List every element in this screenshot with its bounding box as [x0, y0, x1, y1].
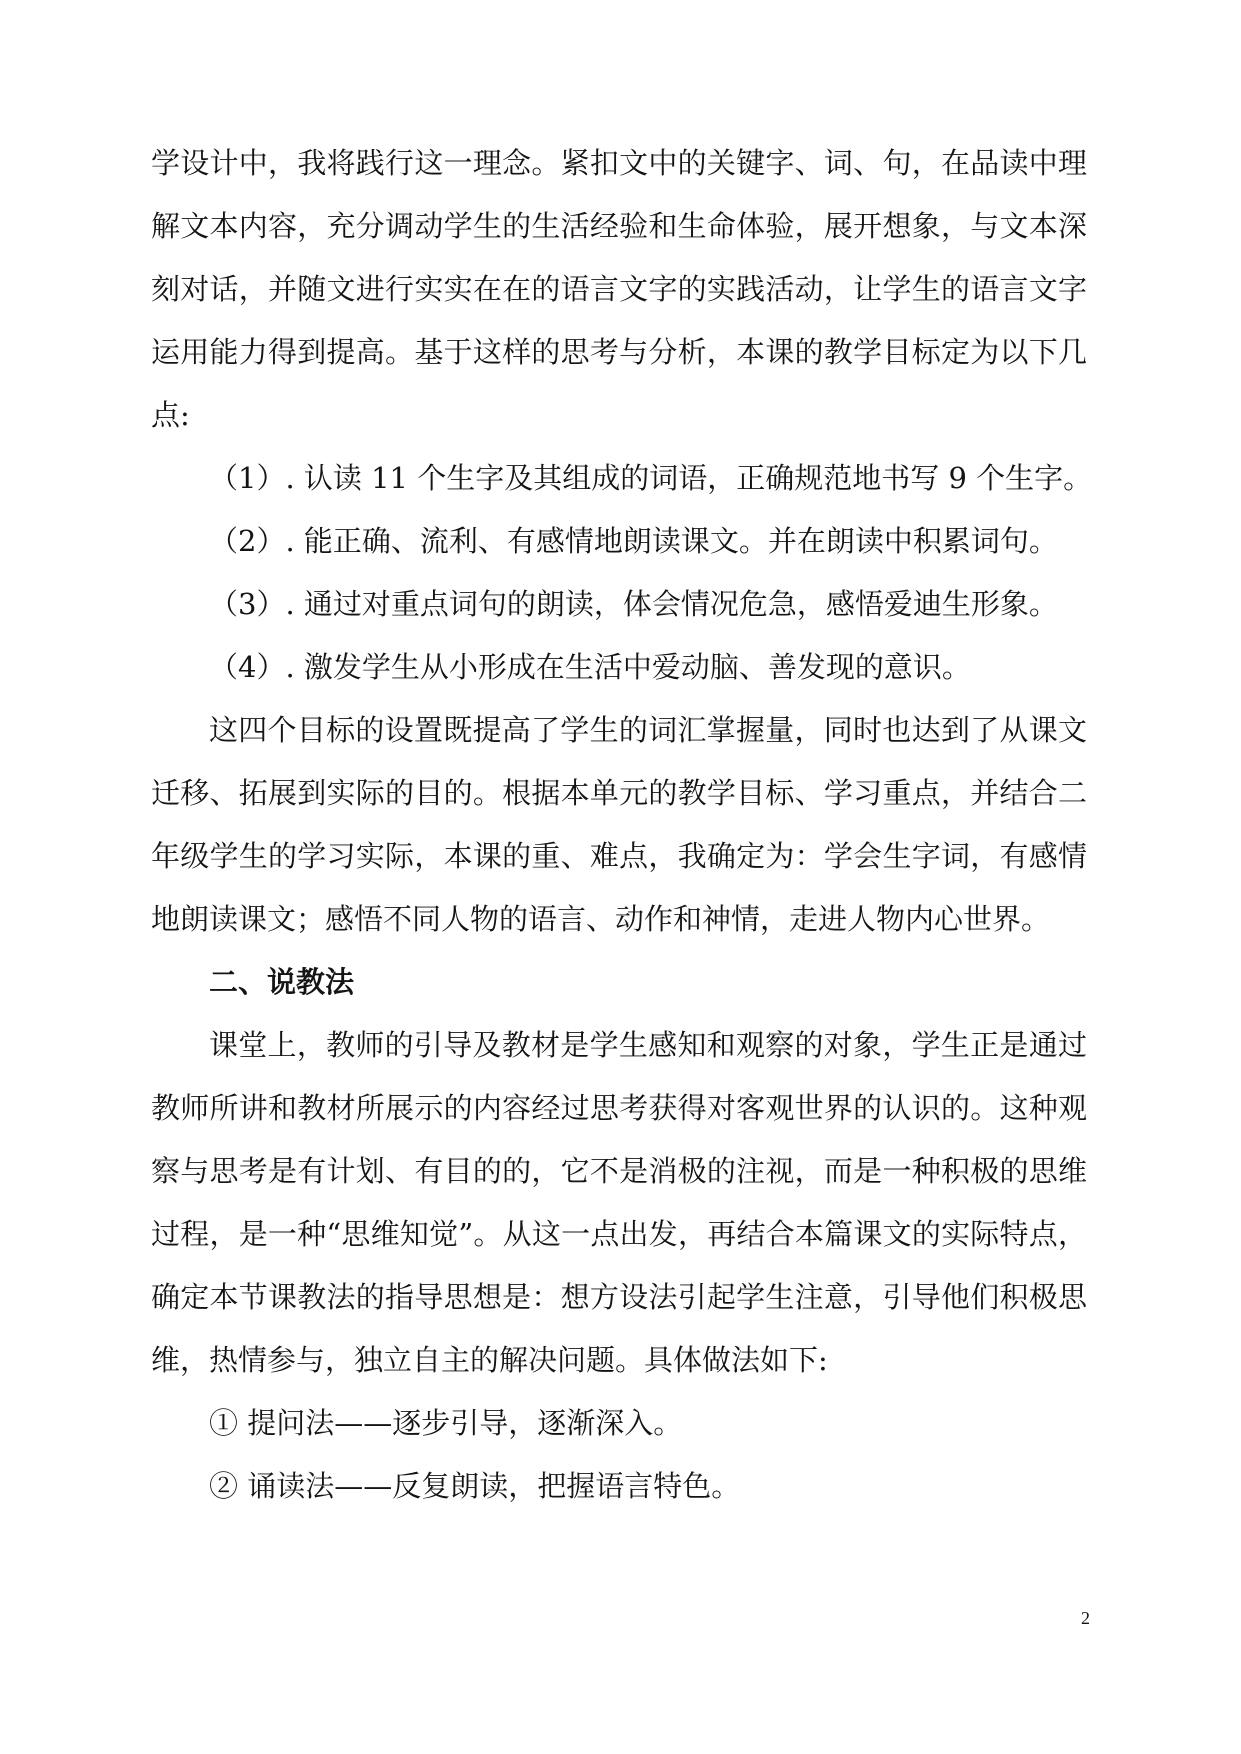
intro-line-1: 学设计中，我将践行这一理念。紧扣文中的关键字、词、句，在品读中理	[151, 146, 1087, 180]
intro-line-5: 点:	[151, 398, 190, 432]
methods-line-5: 确定本节课教法的指导思想是：想方设法引起学生注意，引导他们积极思	[151, 1280, 1087, 1314]
methods-line-1: 课堂上，教师的引导及教材是学生感知和观察的对象，学生正是通过	[209, 1028, 1087, 1062]
objective-item-1: （1）. 认读 11 个生字及其组成的词语，正确规范地书写 9 个生字。	[209, 461, 1093, 495]
methods-line-2: 教师所讲和教材所展示的内容经过思考获得对客观世界的认识的。这种观	[151, 1091, 1087, 1125]
methods-line-3: 察与思考是有计划、有目的的，它不是消极的注视，而是一种积极的思维	[151, 1154, 1087, 1188]
method-item-2: ② 诵读法——反复朗读，把握语言特色。	[209, 1469, 741, 1503]
section-heading: 二、说教法	[209, 965, 355, 999]
page-number: 2	[1081, 1608, 1090, 1628]
methods-line-6: 维，热情参与，独立自主的解决问题。具体做法如下:	[151, 1343, 828, 1377]
summary-line-2: 迁移、拓展到实际的目的。根据本单元的教学目标、学习重点，并结合二	[151, 776, 1087, 810]
summary-line-1: 这四个目标的设置既提高了学生的词汇掌握量，同时也达到了从课文	[209, 713, 1087, 747]
summary-line-4: 地朗读课文；感悟不同人物的语言、动作和神情，走进人物内心世界。	[151, 902, 1051, 936]
intro-line-2: 解文本内容，充分调动学生的生活经验和生命体验，展开想象，与文本深	[151, 209, 1087, 243]
summary-line-3: 年级学生的学习实际，本课的重、难点，我确定为：学会生字词，有感情	[151, 839, 1087, 873]
objective-item-2: （2）. 能正确、流利、有感情地朗读课文。并在朗读中积累词句。	[209, 524, 1058, 558]
intro-line-3: 刻对话，并随文进行实实在在的语言文字的实践活动，让学生的语言文字	[151, 272, 1087, 306]
objective-item-3: （3）. 通过对重点词句的朗读，体会情况危急，感悟爱迪生形象。	[209, 587, 1058, 621]
intro-line-4: 运用能力得到提高。基于这样的思考与分析，本课的教学目标定为以下几	[151, 335, 1087, 369]
objective-item-4: （4）. 激发学生从小形成在生活中爱动脑、善发现的意识。	[209, 650, 971, 684]
method-item-1: ① 提问法——逐步引导，逐渐深入。	[209, 1406, 683, 1440]
methods-line-4: 过程，是一种“思维知觉”。从这一点出发，再结合本篇课文的实际特点，	[151, 1217, 1087, 1251]
